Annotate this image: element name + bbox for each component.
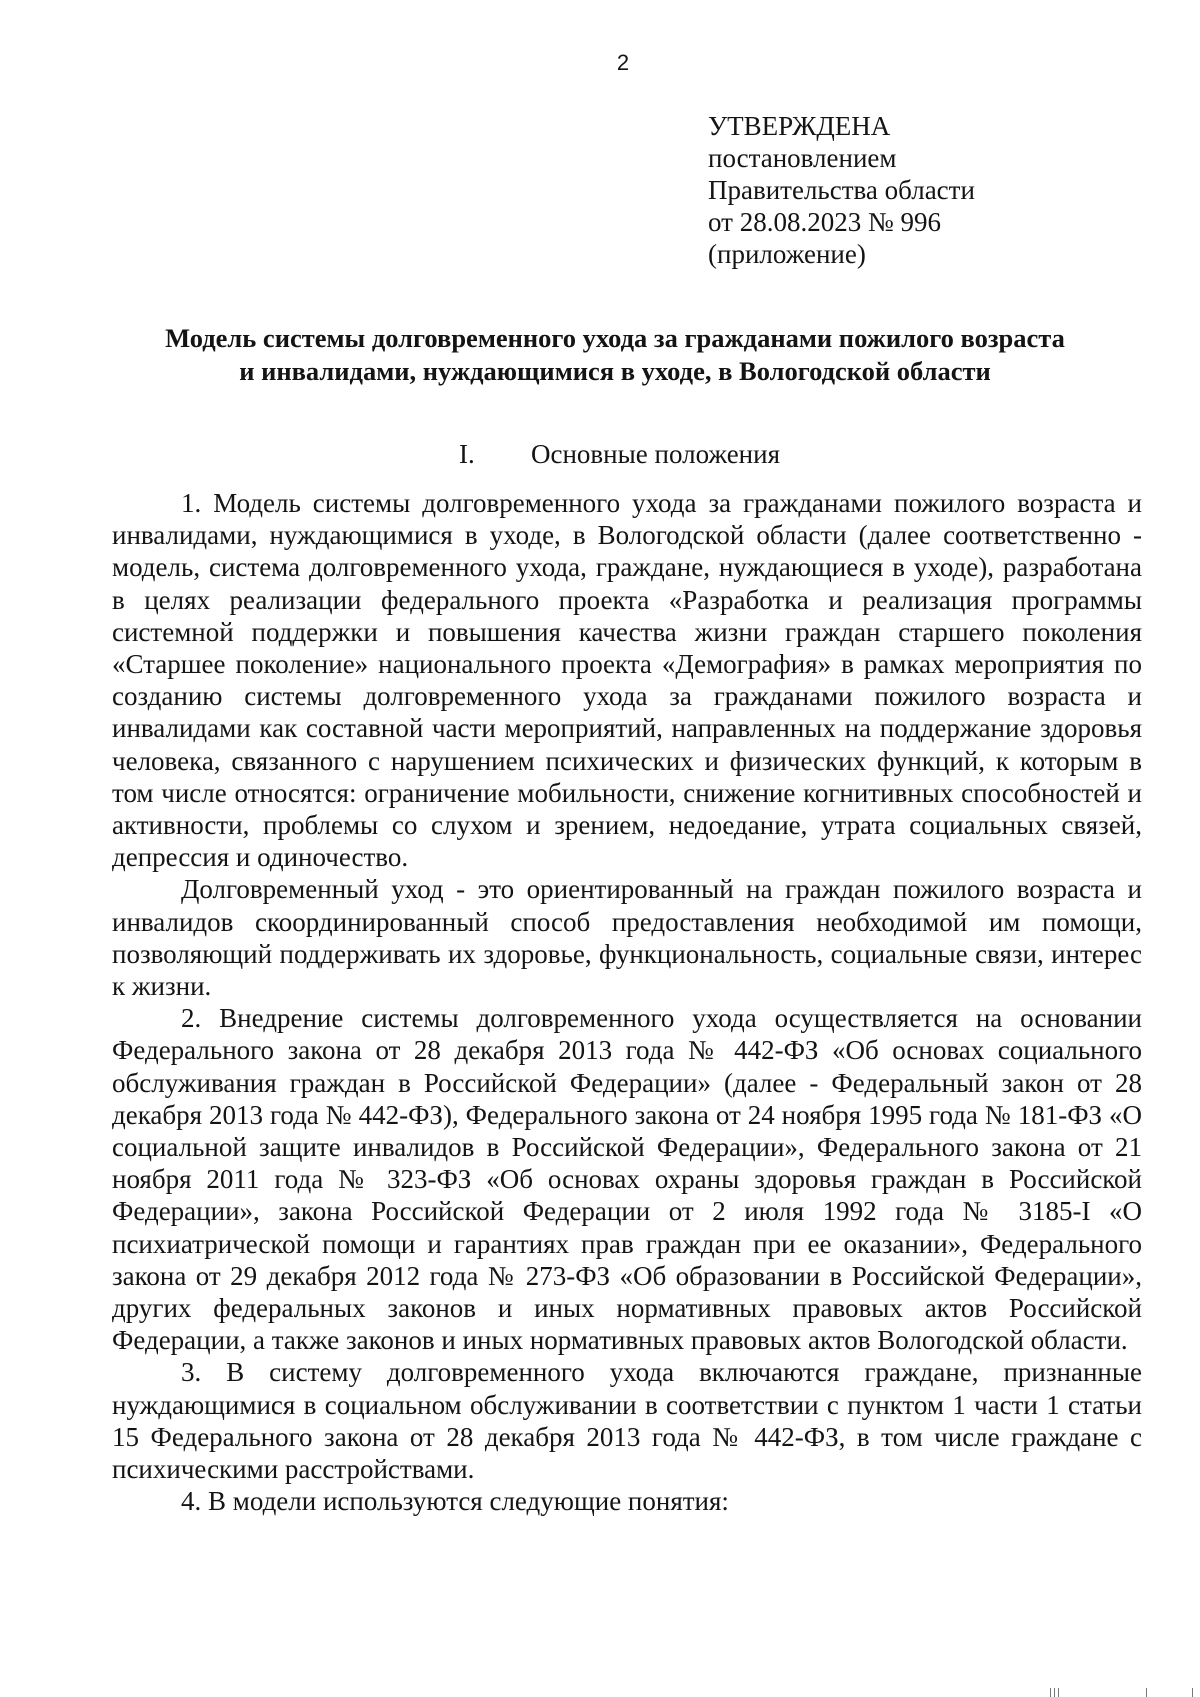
paragraph-1: 1. Модель системы долговременного ухода за гражданами пожилого возраста и инвалидами, нуждающимися в уходе, в Вологодской области (далее соответственно - модель, система долговременного ухода, граждане, нуждающиеся в уходе), разработана в целях реализации федерального проекта «Разработка и реализация программы системной поддержки и повышения качества жизни граждан старшего поколения «Старшее поколение» национального проекта «Демография» в рамках мероприятия по созданию системы долговременного ухода за гражданами пожилого возраста и инвалидами как составной части мероприятий, направленных на поддержание здоровья человека, связанного с нарушением психических и физических функций, к которым в том числе относятся: ограничение мобильности, снижение когнитивных способностей и активности, проблемы со слухом и зрением, недоедание, утрата социальных связей, депрессия и одиночество. xyxy=(112,488,1142,873)
scan-artifacts xyxy=(1030,1677,1200,1697)
page-number: 2 xyxy=(616,50,630,75)
approval-stamp xyxy=(708,110,975,270)
document-title-line-2: и инвалидами, нуждающимися в уходе, в Вологодской области xyxy=(239,356,991,386)
approval-act-type: постановлением xyxy=(708,143,897,173)
paragraph-4: 4. В модели используются следующие понятия: xyxy=(181,1486,729,1517)
approval-status: УТВЕРЖДЕНА xyxy=(708,111,891,141)
paragraph-3: 3. В систему долговременного ухода включаются граждане, признанные нуждающимися в социальном обслуживании в соответствии с пунктом 1 части 1 статьи 15 Федерального закона от 28 декабря 2013 года № 442-ФЗ, в том числе граждане с психическими расстройствами. xyxy=(112,1357,1142,1485)
approval-authority: Правительства области xyxy=(708,175,975,205)
approval-date-number: от 28.08.2023 № 996 xyxy=(708,207,941,237)
paragraph-definition: Долговременный уход - это ориентированный на граждан пожилого возраста и инвалидов скоординированный способ предоставления необходимой им помощи, позволяющий поддерживать их здоровье, функциональность, социальные связи, интерес к жизни. xyxy=(112,874,1142,1002)
document-body xyxy=(112,487,1142,1518)
section-number: I. xyxy=(459,439,475,469)
approval-attachment: (приложение) xyxy=(708,239,866,269)
section-name: Основные положения xyxy=(531,439,780,469)
paragraph-2: 2. Внедрение системы долговременного ухода осуществляется на основании Федерального закона от 28 декабря 2013 года № 442-ФЗ «Об основах социального обслуживания граждан в Российской Федерации» (далее - Федеральный закон от 28 декабря 2013 года № 442-ФЗ), Федерального закона от 24 ноября 1995 года № 181-ФЗ «О социальной защите инвалидов в Российской Федерации», Федерального закона от 21 ноября 2011 года № 323-ФЗ «Об основах охраны здоровья граждан в Российской Федерации», закона Российской Федерации от 2 июля 1992 года № 3185-I «О психиатрической помощи и гарантиях прав граждан при ее оказании», Федерального закона от 29 декабря 2012 года № 273-ФЗ «Об образовании в Российской Федерации», других федеральных законов и иных нормативных правовых актов Российской Федерации, а также законов и иных нормативных правовых актов Вологодской области. xyxy=(112,1003,1142,1356)
document-title xyxy=(120,322,1110,388)
document-title-line-1: Модель системы долговременного ухода за гражданами пожилого возраста xyxy=(165,323,1065,353)
